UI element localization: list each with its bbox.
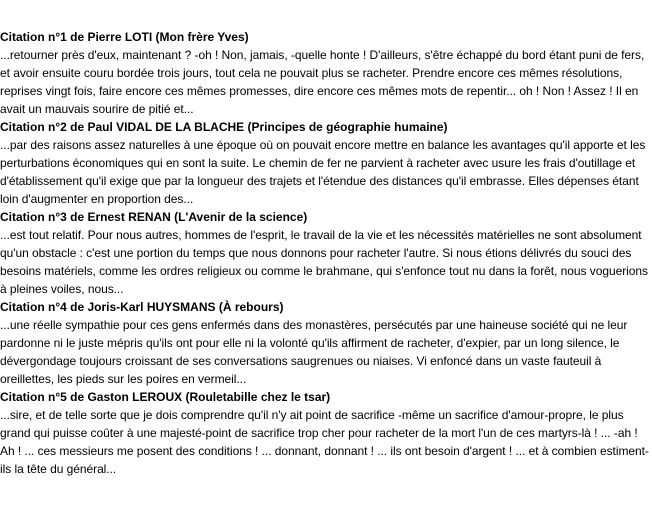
citation-5	[0, 388, 652, 478]
citation-text: ...par des raisons assez naturelles à une époque où on pouvait encore mettre en balance les avantages qu'il apporte et les perturbations économiques qui en sont la suite. Le chemin de fer ne parvient à racheter avec usure les frais d'outillage et d'établissement qu'il exige que par la longueur des trajets et l'étendue des distances qu'il embrasse. Elles dépenses étant loin d'augmenter en proportion des...	[0, 138, 646, 206]
citation-heading: Citation n°4 de Joris-Karl HUYSMANS (À rebours)	[0, 300, 284, 314]
citation-text: ...une réelle sympathie pour ces gens enfermés dans des monastères, persécutés par une haineuse société qui ne leur pardonne ni le juste mépris qu'ils ont pour elle ni la volonté qu'ils affirment de racheter, d'expier, par un long silence, le dévergondage toujours croissant de ses conversations saugrenues ou niaises. Vi enfoncé dans un vaste fauteuil à oreillettes, les pieds sur les poires en vermeil...	[0, 318, 628, 386]
citation-heading: Citation n°2 de Paul VIDAL DE LA BLACHE (Principes de géographie humaine)	[0, 120, 448, 134]
citation-heading: Citation n°5 de Gaston LEROUX (Rouletabille chez le tsar)	[0, 390, 331, 404]
citation-2	[0, 118, 652, 208]
citation-heading: Citation n°3 de Ernest RENAN (L'Avenir de la science)	[0, 210, 308, 224]
citation-text: ...retourner près d'eux, maintenant ? -oh ! Non, jamais, -quelle honte ! D'ailleurs, s'être échappé du bord étant puni de fers, et avoir ensuite couru bordée trois jours, tout cela ne pouvait plus se racheter. Prendre encore ces mêmes résolutions, reprises vingt fois, faire encore ces mêmes promesses, dire encore ces mêmes mots de repentir... oh ! Non ! Assez ! Il en avait un mauvais sourire de pitié et...	[0, 48, 645, 116]
citation-text: ...est tout relatif. Pour nous autres, hommes de l'esprit, le travail de la vie et les nécessités matérielles ne sont absolument qu'un obstacle : c'est une portion du temps que nous donnons pour racheter l'autre. Si nous étions délivrés du souci des besoins matériels, comme les ordres religieux ou comme le brahmane, qui s'enfonce tout nu dans la forêt, nous voguerions à pleines voiles, nous...	[0, 228, 648, 296]
citation-text: ...sire, et de telle sorte que je dois comprendre qu'il n'y ait point de sacrifice -même un sacrifice d'amour-propre, le plus grand qui puisse coûter à une majesté-point de sacrifice trop cher pour racheter de la mort l'un de ces martyrs-là ! ... -ah ! Ah ! ... ces messieurs me posent des conditions ! ... donnant, donnant ! ... ils ont besoin d'argent ! ... et à combien estiment-ils la tête du général...	[0, 408, 649, 476]
citation-3	[0, 208, 652, 298]
citation-heading: Citation n°1 de Pierre LOTI (Mon frère Yves)	[0, 30, 249, 44]
citations-list	[0, 28, 652, 478]
citation-1	[0, 28, 652, 118]
citation-4	[0, 298, 652, 388]
